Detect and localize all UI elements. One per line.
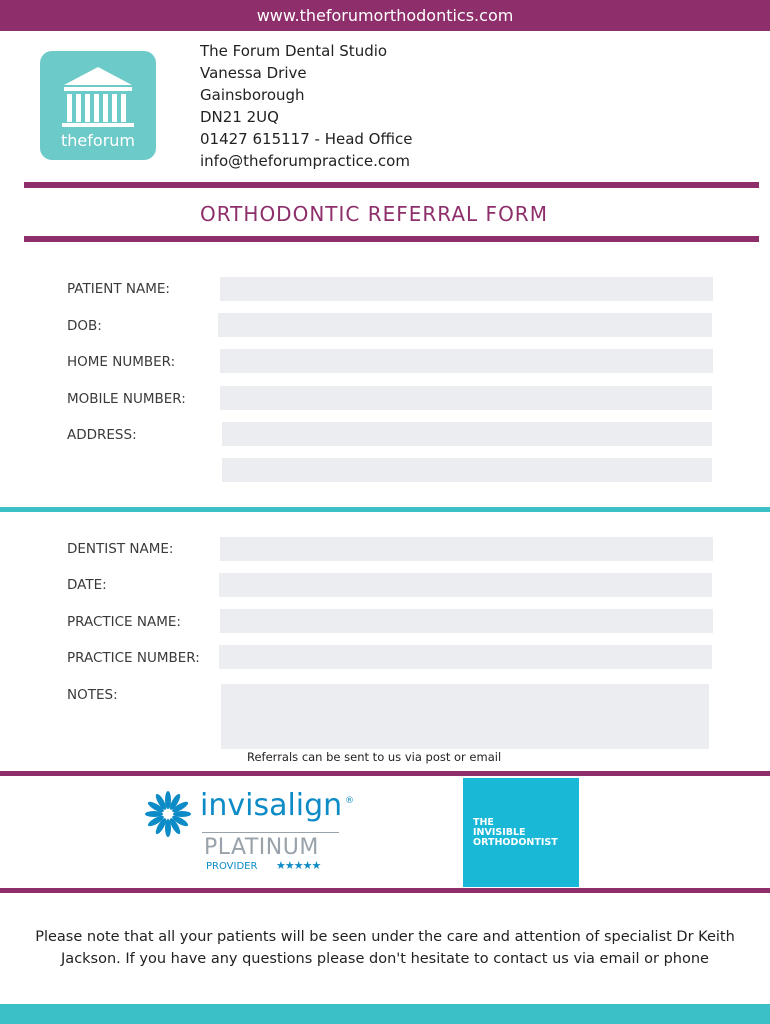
bottom-bar — [0, 1004, 770, 1024]
address-field-line1[interactable] — [222, 422, 712, 446]
form-title: ORTHODONTIC REFERRAL FORM — [200, 202, 548, 226]
practice-address — [200, 40, 412, 172]
title-bottom-rule — [24, 236, 759, 242]
invisalign-divider — [202, 832, 339, 833]
label-home-number: HOME NUMBER: — [67, 354, 176, 370]
invisalign-wordmark: invisalign — [200, 788, 343, 823]
logo-text-the: the — [61, 131, 88, 150]
platinum-label: PLATINUM — [204, 835, 319, 860]
mobile-number-field[interactable] — [220, 386, 712, 410]
label-practice-number: PRACTICE NUMBER: — [67, 650, 200, 666]
practice-name-field[interactable] — [220, 609, 713, 633]
dob-field[interactable] — [218, 313, 712, 337]
forum-logo — [40, 51, 156, 160]
partner-top-rule — [0, 771, 770, 776]
columns-icon — [58, 65, 138, 129]
label-patient-name: PATIENT NAME: — [67, 281, 170, 297]
label-address: ADDRESS: — [67, 427, 137, 443]
provider-label: PROVIDER — [206, 861, 258, 872]
partner-bottom-rule — [0, 888, 770, 893]
notes-field[interactable] — [221, 684, 709, 749]
label-practice-name: PRACTICE NAME: — [67, 614, 181, 630]
title-top-rule — [24, 182, 759, 188]
tio-line-1: THE — [473, 817, 494, 828]
registered-mark: ® — [345, 796, 354, 806]
date-field[interactable] — [219, 573, 712, 597]
address-line-postcode: DN21 2UQ — [200, 108, 279, 126]
label-dentist-name: DENTIST NAME: — [67, 541, 174, 557]
patient-name-field[interactable] — [220, 277, 713, 301]
address-line-street: Vanessa Drive — [200, 64, 307, 82]
rating-stars: ★★★★★ — [276, 859, 321, 872]
footer-line-1: Please note that all your patients will be seen under the care and attention of specialist Dr Keith — [35, 929, 735, 945]
referral-note: Referrals can be sent to us via post or email — [247, 750, 502, 764]
home-number-field[interactable] — [220, 349, 713, 373]
address-line-phone: 01427 615117 - Head Office — [200, 130, 413, 148]
address-line-town: Gainsborough — [200, 86, 305, 104]
tio-line-2: INVISIBLE — [473, 827, 526, 838]
practice-number-field[interactable] — [219, 645, 712, 669]
logo-text-forum: forum — [87, 131, 135, 150]
dentist-name-field[interactable] — [220, 537, 713, 561]
label-mobile-number: MOBILE NUMBER: — [67, 391, 186, 407]
website-url[interactable]: www.theforumorthodontics.com — [256, 6, 514, 25]
address-line-practice: The Forum Dental Studio — [200, 42, 388, 60]
tio-line-3: ORTHODONTIST — [473, 837, 558, 848]
invisalign-star-icon — [142, 788, 194, 840]
label-notes: NOTES: — [67, 687, 118, 703]
website-banner — [0, 0, 770, 31]
invisible-orthodontist-logo — [463, 778, 579, 887]
address-field-line2[interactable] — [222, 458, 712, 482]
label-dob: DOB: — [67, 318, 102, 334]
logo-wordmark — [40, 131, 156, 150]
footer-message — [0, 926, 770, 970]
invisalign-logo — [140, 786, 360, 886]
address-line-email[interactable]: info@theforumpractice.com — [200, 152, 410, 170]
footer-line-2: Jackson. If you have any questions please don't hesitate to contact us via email or phone — [61, 951, 709, 967]
label-date: DATE: — [67, 577, 107, 593]
section-divider — [0, 507, 770, 512]
